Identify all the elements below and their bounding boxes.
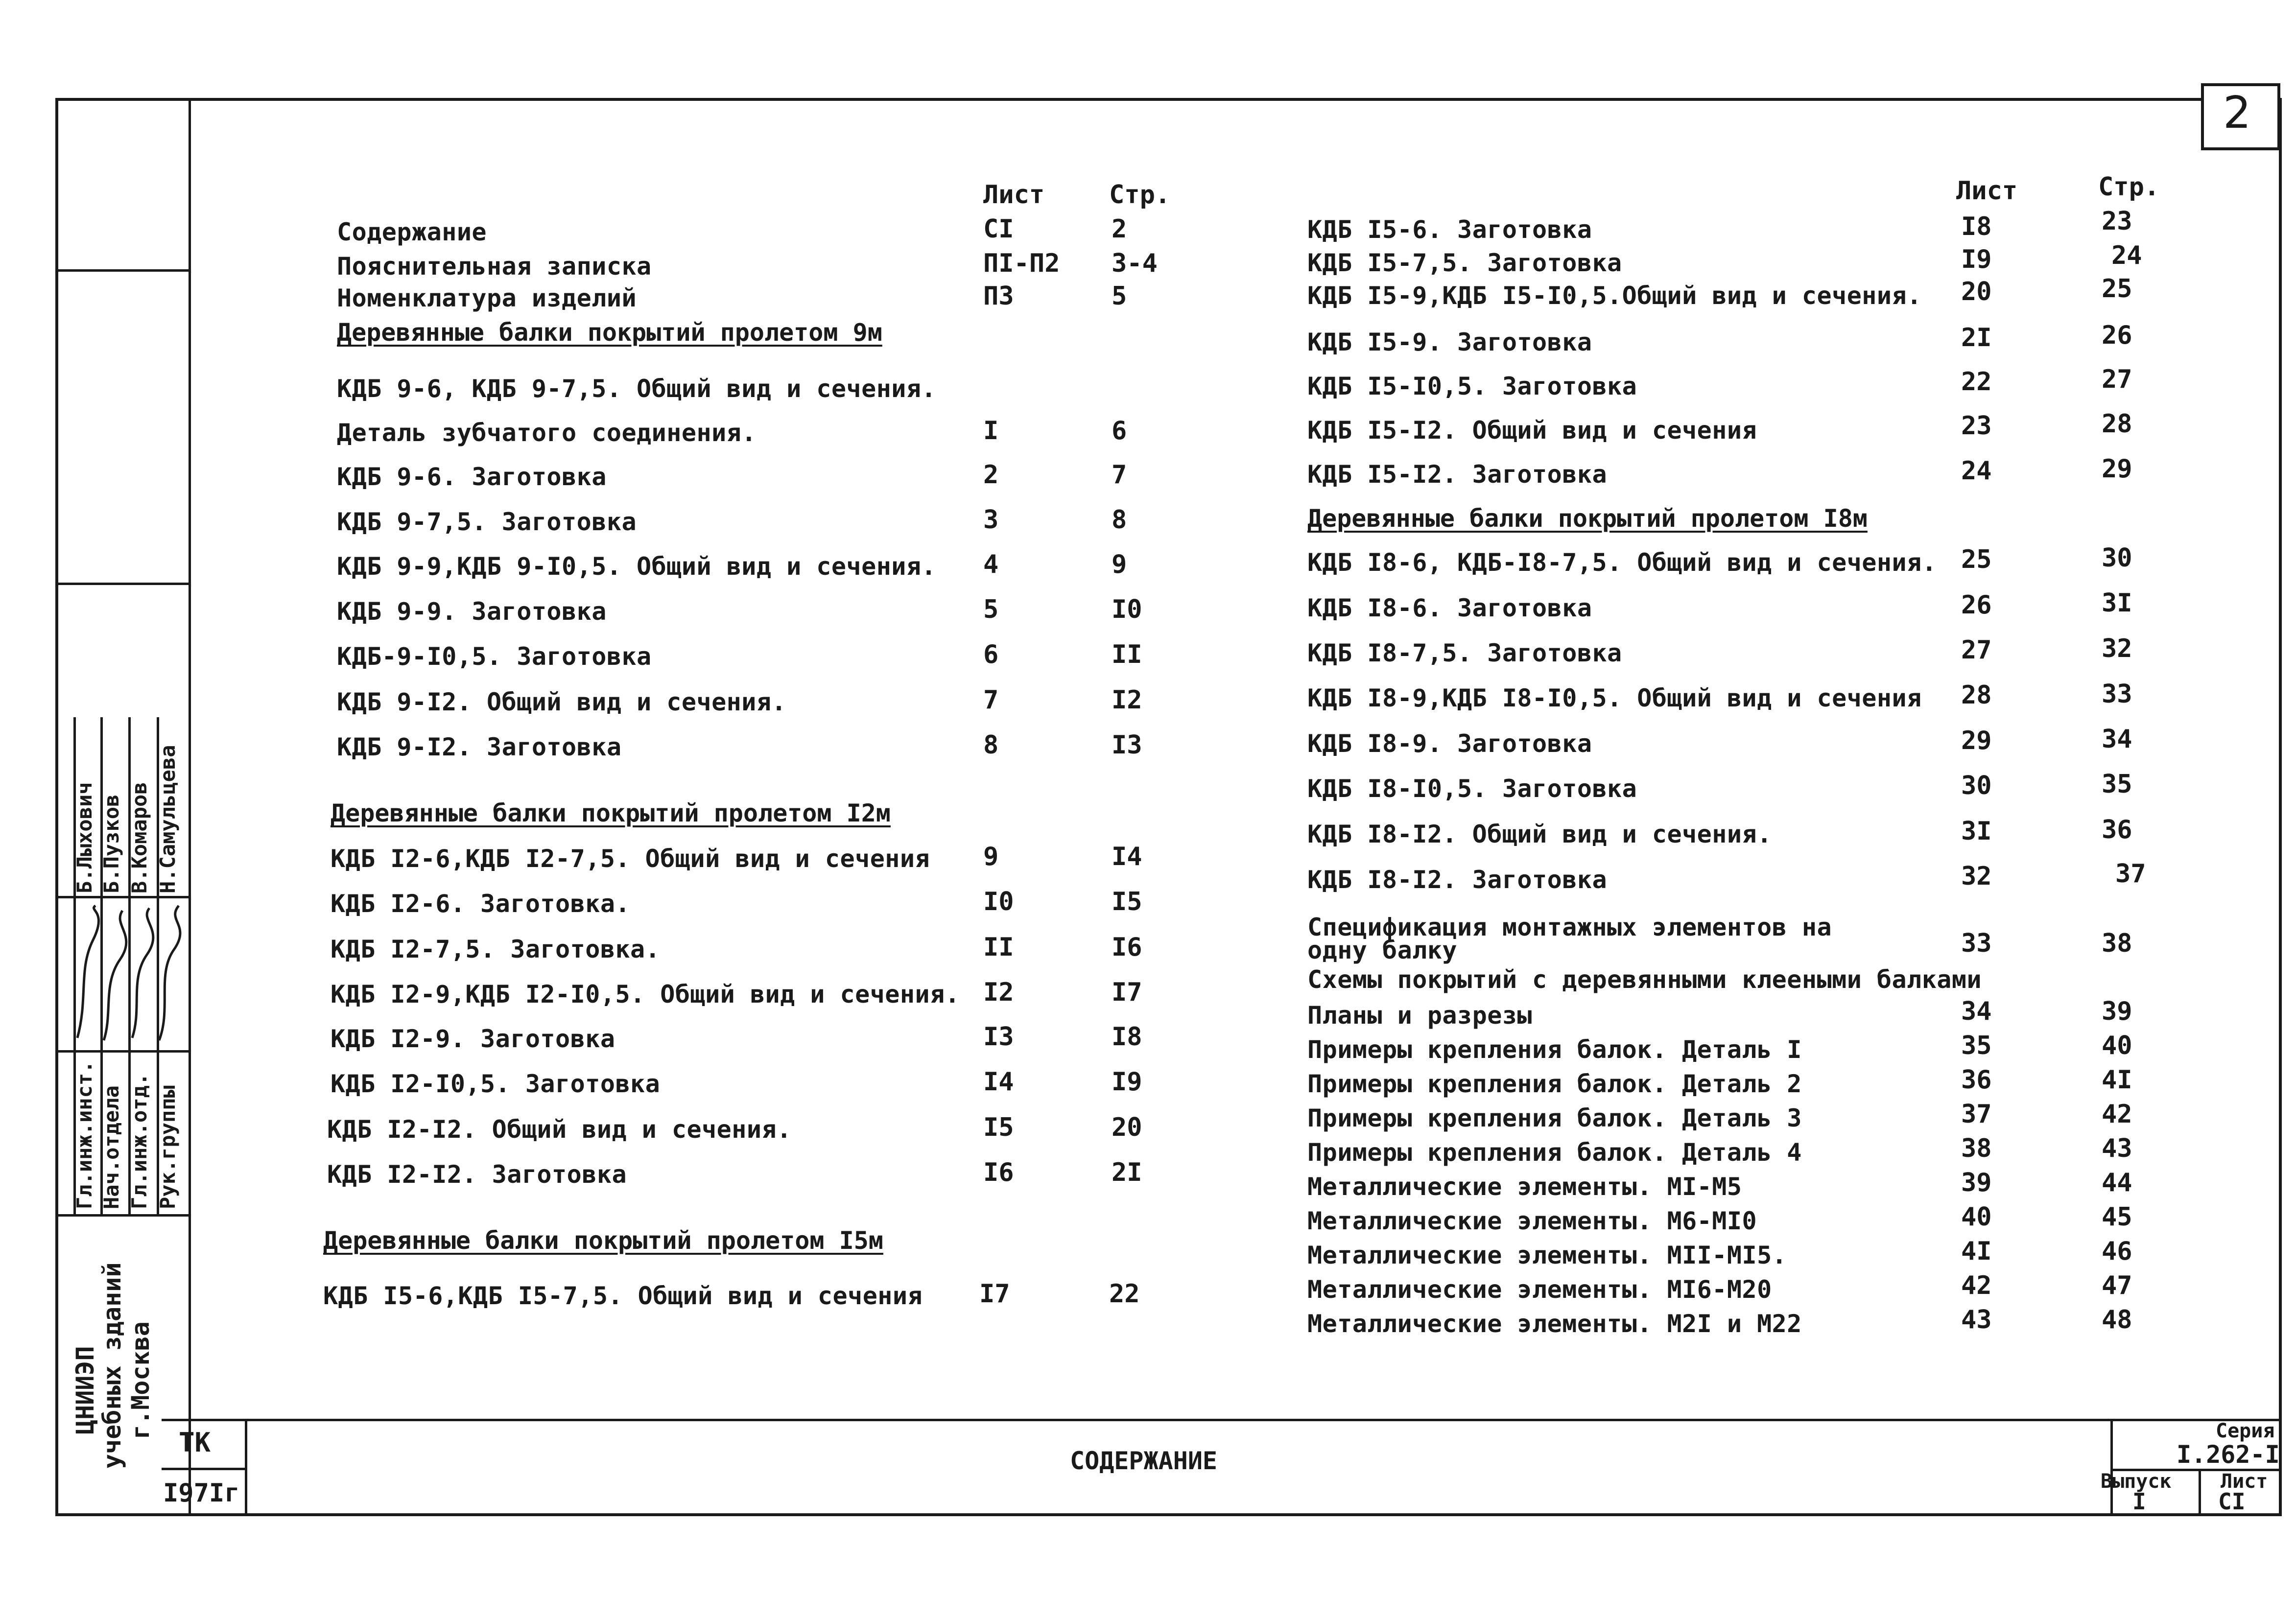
toc-page: 39 (2102, 997, 2132, 1026)
toc-sheet: 9 (983, 842, 999, 871)
stamp-hline-5 (55, 1214, 190, 1217)
toc-item: Номенклатура изделий (337, 284, 637, 312)
toc-page: 48 (2102, 1305, 2132, 1335)
toc-item: КДБ I5-7,5. Заготовка (1307, 249, 1622, 277)
toc-item: КДБ 9-7,5. Заготовка (337, 508, 637, 536)
toc-page: 32 (2102, 634, 2132, 663)
toc-sheet: I3 (983, 1022, 1014, 1052)
toc-sheet: I4 (983, 1067, 1014, 1097)
series-label: Серия (2216, 1420, 2275, 1442)
toc-sheet: 43 (1961, 1305, 1992, 1335)
toc-page: 42 (2102, 1100, 2132, 1129)
stamp-hline-4 (55, 1050, 190, 1053)
toc-sheet: 2I (1961, 323, 1992, 352)
toc-sheet: ПI-П2 (983, 249, 1060, 278)
toc-sheet: 30 (1961, 771, 1992, 800)
toc-item: КДБ 9-9. Заготовка (337, 597, 607, 626)
toc-item: КДБ I5-6,КДБ I5-7,5. Общий вид и сечения (323, 1282, 923, 1310)
toc-item: КДБ 9-9,КДБ 9-I0,5. Общий вид и сечения. (337, 552, 937, 581)
org-line-1: ЦНИИЭП (71, 1346, 99, 1434)
toc-item: КДБ I5-9. Заготовка (1307, 328, 1592, 356)
toc-item: КДБ I2-I0,5. Заготовка (331, 1070, 661, 1098)
toc-page: 27 (2102, 365, 2132, 394)
stamp-signatures (73, 901, 189, 1048)
toc-item: Металлические элементы. МII-МI5. (1307, 1241, 1787, 1269)
toc-page: 46 (2102, 1237, 2132, 1266)
toc-sheet: 38 (1961, 1134, 1992, 1163)
toc-page: I2 (1112, 685, 1142, 715)
toc-item: Металлические элементы. М2I и М22 (1307, 1310, 1802, 1338)
toc-page: I7 (1112, 978, 1142, 1007)
stamp-role-1: Гл.инж.инст. (72, 1060, 96, 1209)
toc-page: 34 (2102, 725, 2132, 754)
sheet-label: Лист (2221, 1470, 2268, 1493)
toc-item: КДБ I8-9,КДБ I8-I0,5. Общий вид и сечения (1307, 684, 1922, 712)
toc-sheet: 35 (1961, 1031, 1992, 1060)
toc-item: КДБ I5-9,КДБ I5-I0,5.Общий вид и сечения. (1307, 282, 1922, 310)
toc-item: КДБ 9-6. Заготовка (337, 463, 607, 491)
toc-page: I0 (1112, 595, 1142, 624)
toc-sheet: 25 (1961, 545, 1992, 574)
toc-page: 8 (1112, 505, 1127, 535)
toc-item: КДБ 9-I2. Заготовка (337, 733, 622, 761)
sheet-title: СОДЕРЖАНИЕ (1070, 1447, 1218, 1475)
toc-item: КДБ I2-6,КДБ I2-7,5. Общий вид и сечения (331, 845, 930, 873)
toc-item: КДБ I5-I0,5. Заготовка (1307, 372, 1637, 400)
section-heading: Деревянные балки покрытий пролетом I8м (1307, 504, 1868, 533)
left-sheet-header: Лист (983, 180, 1045, 210)
issue-value: I (2132, 1488, 2146, 1515)
toc-item: КДБ I8-I0,5. Заготовка (1307, 774, 1637, 803)
toc-item: Примеры крепления балок. Деталь 3 (1307, 1104, 1802, 1132)
toc-sheet: 23 (1961, 411, 1992, 441)
toc-item: КДБ I8-9. Заготовка (1307, 729, 1592, 758)
toc-item: КДБ 9-I2. Общий вид и сечения. (337, 688, 787, 716)
tk-label: ТК (179, 1427, 211, 1458)
toc-item: КДБ I2-I2. Заготовка (327, 1160, 627, 1189)
toc-page: 2I (1112, 1158, 1142, 1187)
toc-sheet: 8 (983, 730, 999, 760)
toc-item: КДБ I8-7,5. Заготовка (1307, 639, 1622, 667)
toc-sheet: I7 (979, 1279, 1010, 1309)
toc-sheet: 3 (983, 505, 999, 535)
right-page-header: Стр. (2098, 172, 2160, 202)
toc-item: КДБ I2-7,5. Заготовка. (331, 935, 661, 963)
toc-sheet: I2 (983, 978, 1014, 1007)
toc-page: 40 (2102, 1031, 2132, 1060)
toc-page: 3-4 (1112, 249, 1158, 278)
year-label: I97Iг (163, 1478, 240, 1508)
toc-item: Примеры крепления балок. Деталь 2 (1307, 1070, 1802, 1098)
section-heading: Деревянные балки покрытий пролетом I5м (323, 1226, 883, 1255)
toc-page: I4 (1112, 842, 1142, 871)
toc-item: КДБ-9-I0,5. Заготовка (337, 642, 652, 671)
toc-sheet: II (983, 933, 1014, 962)
toc-sheet: 4 (983, 550, 999, 579)
toc-page: 2 (1112, 214, 1127, 244)
toc-item: КДБ I8-I2. Заготовка (1307, 866, 1608, 894)
stamp-hline-2 (55, 583, 190, 585)
toc-page: 36 (2102, 815, 2132, 845)
page-number: 2 (2223, 87, 2251, 139)
toc-sheet: 28 (1961, 680, 1992, 710)
stamp-role-2: Нач.отдела (99, 1085, 123, 1209)
toc-page: 26 (2102, 321, 2132, 350)
toc-item: Примеры крепления балок. Деталь I (1307, 1035, 1802, 1064)
toc-page: 35 (2102, 770, 2132, 799)
toc-item: КДБ I8-6, КДБ-I8-7,5. Общий вид и сечения. (1307, 548, 1937, 577)
toc-item: Схемы покрытий с деревянными клееными балками (1307, 965, 1982, 994)
stamp-name-1: Б.Лыхович (72, 782, 96, 893)
toc-page: 28 (2102, 409, 2132, 439)
toc-sheet: 7 (983, 685, 999, 715)
toc-page: 45 (2102, 1202, 2132, 1232)
toc-sheet: 2 (983, 460, 999, 490)
toc-page: 23 (2102, 207, 2132, 236)
toc-sheet: 5 (983, 595, 999, 624)
toc-page: 20 (1112, 1113, 1142, 1142)
toc-page: 44 (2102, 1168, 2132, 1197)
toc-sheet: 34 (1961, 997, 1992, 1026)
toc-sheet: 36 (1961, 1065, 1992, 1095)
toc-page: 33 (2102, 680, 2132, 709)
issue-label: Выпуск (2101, 1470, 2172, 1493)
toc-sheet: CI (983, 214, 1014, 244)
toc-item: одну балку (1307, 936, 1458, 964)
toc-sheet: 22 (1961, 367, 1992, 397)
toc-item: КДБ I8-I2. Общий вид и сечения. (1307, 820, 1772, 848)
toc-sheet: I8 (1961, 212, 1992, 241)
toc-page: 9 (1112, 550, 1127, 579)
toc-sheet: П3 (983, 282, 1014, 311)
toc-page: 30 (2102, 543, 2132, 573)
toc-page: 37 (2115, 859, 2146, 889)
toc-page: 7 (1112, 460, 1127, 490)
title-block-tk-divider (162, 1468, 247, 1470)
toc-sheet: 3I (1961, 817, 1992, 846)
toc-sheet: 39 (1961, 1168, 1992, 1197)
stamp-hline-1 (55, 269, 190, 272)
stamp-name-2: Б.Пузков (99, 794, 123, 893)
toc-sheet: 33 (1961, 929, 1992, 958)
toc-item: КДБ I2-6. Заготовка. (331, 890, 631, 918)
stamp-hline-3 (55, 896, 190, 898)
toc-item: Металлические элементы. М6-МI0 (1307, 1207, 1757, 1235)
toc-page: 5 (1112, 282, 1127, 311)
org-line-3: г.Москва (126, 1321, 155, 1439)
stamp-name-3: В.Комаров (127, 782, 151, 893)
toc-item: Деталь зубчатого соединения. (337, 419, 757, 447)
toc-page: 3I (2102, 588, 2132, 618)
toc-page: 38 (2102, 929, 2132, 958)
toc-item: Планы и разрезы (1307, 1001, 1533, 1030)
toc-sheet: 42 (1961, 1271, 1992, 1300)
toc-sheet: 37 (1961, 1100, 1992, 1129)
title-block-left-divider (245, 1419, 247, 1513)
toc-item: Металлические элементы. МI6-М20 (1307, 1275, 1772, 1304)
stamp-name-4: Н.Самульцева (156, 745, 180, 893)
toc-sheet: 4I (1961, 1237, 1992, 1266)
toc-item: Металлические элементы. МI-М5 (1307, 1173, 1742, 1201)
toc-sheet: 24 (1961, 456, 1992, 486)
toc-item: КДБ I5-I2. Заготовка (1307, 460, 1608, 489)
toc-item: КДБ I8-6. Заготовка (1307, 594, 1592, 622)
toc-item: КДБ I2-9. Заготовка (331, 1025, 615, 1053)
toc-sheet: I0 (983, 887, 1014, 916)
title-block-sheet-divider (2199, 1469, 2201, 1513)
toc-sheet: I6 (983, 1158, 1014, 1187)
toc-item: КДБ I2-I2. Общий вид и сечения. (327, 1115, 792, 1144)
toc-page: 24 (2111, 241, 2142, 270)
toc-page: 6 (1112, 416, 1127, 446)
toc-page: I3 (1112, 730, 1142, 760)
toc-page: I8 (1112, 1022, 1142, 1052)
toc-page: I5 (1112, 887, 1142, 916)
toc-item: КДБ I5-6. Заготовка (1307, 215, 1592, 244)
toc-sheet: I9 (1961, 245, 1992, 274)
toc-sheet: 29 (1961, 726, 1992, 755)
toc-sheet: I5 (983, 1113, 1014, 1142)
right-sheet-header: Лист (1956, 176, 2018, 206)
stamp-role-4: Рук.группы (156, 1085, 180, 1209)
sheet-value: CI (2218, 1488, 2246, 1515)
toc-page: I9 (1112, 1067, 1142, 1097)
stamp-role-3: Гл.инж.отд. (127, 1073, 151, 1209)
toc-page: 22 (1109, 1279, 1140, 1309)
toc-page: 47 (2102, 1271, 2132, 1300)
toc-sheet: 20 (1961, 277, 1992, 306)
toc-sheet: 27 (1961, 635, 1992, 665)
toc-item: КДБ I2-9,КДБ I2-I0,5. Общий вид и сечения. (331, 980, 960, 1009)
toc-item: КДБ I5-I2. Общий вид и сечения (1307, 416, 1757, 445)
title-block-top-border (162, 1419, 2279, 1421)
toc-page: 25 (2102, 274, 2132, 304)
toc-item: КДБ 9-6, КДБ 9-7,5. Общий вид и сечения. (337, 375, 937, 403)
toc-sheet: 32 (1961, 862, 1992, 891)
title-block-right-divider (2110, 1419, 2113, 1513)
toc-page: II (1112, 640, 1142, 669)
toc-sheet: 40 (1961, 1202, 1992, 1232)
toc-item: Содержание (337, 218, 487, 246)
toc-page: I6 (1112, 933, 1142, 962)
series-value: I.262-I (2177, 1440, 2280, 1469)
section-heading: Деревянные балки покрытий пролетом 9м (337, 318, 882, 347)
toc-sheet: 6 (983, 640, 999, 669)
left-page-header: Стр. (1109, 180, 1171, 210)
toc-item: Примеры крепления балок. Деталь 4 (1307, 1138, 1802, 1167)
section-heading: Деревянные балки покрытий пролетом I2м (331, 799, 891, 827)
toc-sheet: I (983, 416, 999, 446)
toc-page: 4I (2102, 1065, 2132, 1095)
toc-item: Пояснительная записка (337, 252, 652, 281)
org-line-2: учебных зданий (98, 1262, 126, 1469)
toc-item: Спецификация монтажных элементов на (1307, 913, 1832, 941)
toc-page: 29 (2102, 454, 2132, 484)
side-stamp-border (189, 98, 191, 1513)
toc-sheet: 26 (1961, 590, 1992, 620)
toc-page: 43 (2102, 1134, 2132, 1163)
